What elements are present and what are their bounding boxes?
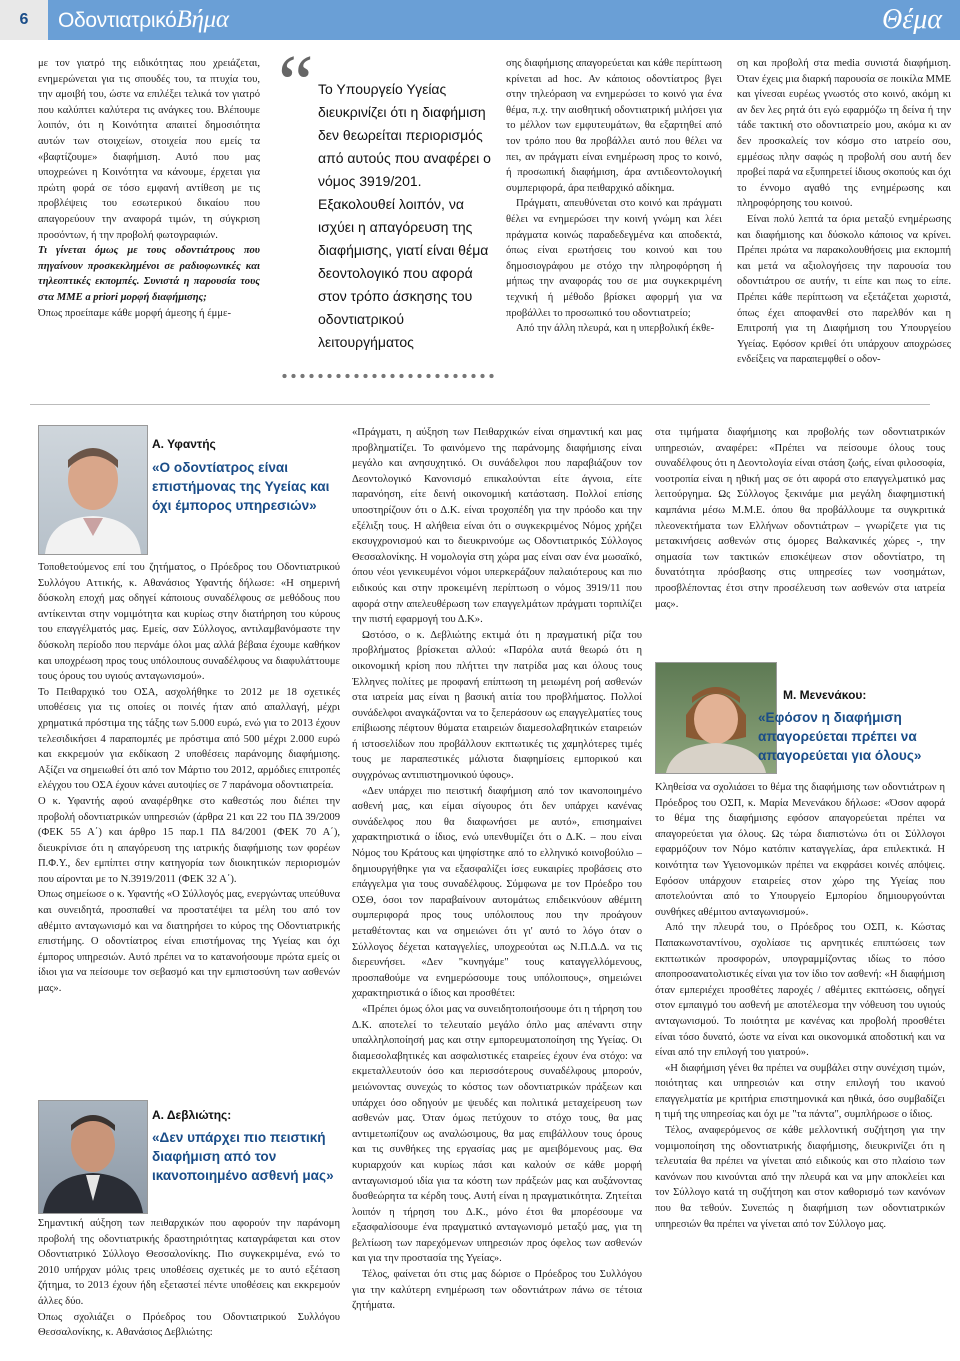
- quote-mark-icon: “: [278, 40, 314, 128]
- paragraph: Πράγματι, απευθύνεται στο κοινό και πράγματι θέλει να ενημερώσει την κοινή γνώμη και λέει πράγματα κοινώς παραδεδεγμένα και αποδεκτά, όπως είναι ερωτήσεις του κοινού και του δημοσιογράφου με στόχο την πληροφόρηση ή μήπως την αναφοράς του σε μια συγκεκριμένη τεχνική ή μέθοδο βρίσκει αφορμή για να προβάλλει το προσωπικό του οδοντιατρείο;: [506, 198, 722, 319]
- masthead: [58, 6, 229, 34]
- paragraph: Τοποθετούμενος επί του ζητήματος, ο Πρόεδρος του Οδοντιατρικού Συλλόγου Αττικής, κ. Αθανάσιος Υφαντής δήλωσε: «Η σημερινή δύσκολη εποχή μας οδηγεί κάποιους συναδέλφους σε μεθόδους που αντίκεινται στην νομιμότητα και κυρίως στην διατήρηση του κύρους του επαγγέλματός μας. Εμείς, σαν Σύλλογος, αντιλαμβανόμαστε την δύσκολη περίοδο που περνάμε όλοι μας αλλά βέβαια έχουμε καθήκον και υποχρέωση προς τους υπόλοιπους συναδέλφους να διαφυλάττουμε τους όρους του υγιούς ανταγωνισμού».: [38, 562, 340, 683]
- bottom-column-3-end: [655, 780, 945, 1348]
- paragraph: Τέλος, φαίνεται ότι στις μας δώρισε ο Πρόεδρος του Συλλόγου για την καλύτερη ενημέρωση των οδοντιάτρων πάνω σε τέτοια ζητήματα.: [352, 1269, 642, 1312]
- devliotis-name: Α. Δεβλιώτης:: [152, 1108, 232, 1122]
- bottom-column-1-end: [38, 1216, 340, 1346]
- devliotis-pull-quote: «Δεν υπάρχει πιο πειστική διαφήμιση από τον ικανοποιημένο ασθενή μας»: [152, 1130, 334, 1183]
- section-divider: [30, 404, 930, 405]
- yfantis-photo: [38, 425, 148, 555]
- pull-quote-text: Το Υπουργείο Υγείας διευκρινίζει ότι η διαφήμιση δεν θεωρείται περιορισμός από αυτούς που αναφέρει ο νόμος 3919/201. Εξακολουθεί λοιπόν, να ισχύει η απαγόρευση της διαφήμισης, γιατί είναι θέμα δεοντολογικό που αφορά στον τρόπο άσκησης του οδοντιατρικού λειτουργήματος: [318, 81, 491, 350]
- paragraph: ση και προβολή στα media συνιστά διαφήμιση. Όταν έχεις μια διαρκή παρουσία σε ποικίλα ΜΜΕ και γίνεσαι ευρέως γνωστός στο κοινό, ακόμη κι αν δεν λες ρητά ότι εγώ εφαρμόζω τη δείνα ή την τάδε τακτική στο οδοντιατρείο μου, ακόμα κι αν δεν προσκαλείς τον κόσμο στο ιατρείο σου, εμμέσως πλην σαφώς η προβολή σου αυτή δεν προβεί παρά να εξυπηρετεί ίδιους σκοπούς και όχι το έννομο αγαθό της ενημέρωσης και πληροφόρησης του κοινού.: [737, 58, 951, 210]
- top-column-1: [38, 56, 260, 392]
- menevakou-pull-quote: «Εφόσον η διαφήμιση απαγορεύεται πρέπει να απαγορεύεται για όλους»: [758, 710, 922, 763]
- yfantis-pull-quote: «Ο οδοντίατρος είναι επιστήμονας της Υγείας και όχι έμπορος υπηρεσιών»: [152, 460, 330, 513]
- bottom-column-1: [38, 560, 340, 1094]
- pull-quote: [278, 40, 496, 386]
- paragraph: Όπως σημείωσε ο κ. Υφαντής «Ο Σύλλογός μας, ενεργώντας υπεύθυνα και συνειδητά, προσπαθεί να προστατέψει τα μέλη του από τον αθέμιτο ανταγωνισμό και να διατηρήσει το κύρος της Οδοντιατρικής επιστήμης. Ο οδοντίατρος είναι επιστήμονας της Υγείας και όχι έμπορος υπηρεσιών. Αυτό πρέπει να το κατανοήσουμε πρώτα εμείς οι ίδιοι για να πείσουμε τον σεβασμό και την εμπιστοσύνη των ασθενών μας».: [38, 889, 340, 995]
- paragraph: «Πρέπει όμως όλοι μας να συνειδητοποιήσουμε ότι η τήρηση του Δ.Κ. αποτελεί το τελευταίο μεγάλο όπλο μας απέναντι στην υπαλληλοποίησή μας και στην εμπορευματοποίηση της Υγείας. Οι διαμεσολαβητικές και ασφαλιστικές εταιρείες έχουν ένα στόχο: να εκμεταλλευτούν όσο και περισσότερους συναδέλφους μπορούν, μειώνοντας συνεχώς το κόστος των οδοντιατρικών πράξεων και υπάρχει όσο οδηγούν με ψευδές και πολιτικά μεταχείρευση των ασθενών μας. Όταν όμως πετύχουν το στόχο τους, θα μας αντιμετωπίζουν ως αναλώσιμους, θα μας επιβάλλουν τους όρους και τις συνθήκες της εργασίας μας με αμειβόμενους μας. Θα κυριαρχούν και κυρίως πάσι και καλούν σε κάθε μορφή ανταγωνισμού ιδία για τα κόστη των πράξεών μας και αυξάνοντας δυσθεώρητα τα κέρδη τους. Αυτή είναι η πραγματικότητα. Ζητείται λοιπόν η τήρηση του Δ.Κ., μόνο έτσι θα μπορέσουμε να εξασφαλίσουμε ένα πραγματικό ανταγωνισμό μεταξύ μας, για τη βελτίωση των παρεχόμενων υπηρεσιών προς όφελος των ασθενών και για την προστασία της Υγείας».: [352, 1003, 642, 1265]
- paragraph: με τον γιατρό της ειδικότητας που χρειάζεται, ενημερώνεται για τις σπουδές του, τα πτυχία του, την αμοιβή του, ώστε να επιλέξει τελικά τον γιατρό που καλύπτει καλύτερα τις ανάγκες του. Βλέπουμε λοιπόν, ότι η Κοινότητα απαιτεί δημοσιότητα αυτών των στοιχείων, στοιχεία που εμείς τα «βαφτίζουμε» διαφήμιση. Αυτό που μας υποχρεώνει η Κοινότητα να κάνουμε, έρχεται για πρώτη φορά σε τόσο εμφανή αντίθεση με τις προβλέψεις του εσωτερικού δικαίου που απαγορεύουν την αναφορά τιμών, τη σύγκριση προσόντων, ή την προβολή φωτογραφιών.: [38, 58, 260, 241]
- bottom-column-2: [352, 425, 642, 1347]
- yfantis-name: Α. Υφαντής: [152, 437, 216, 451]
- paragraph: σης διαφήμισης απαγορεύεται και κάθε περίπτωση κρίνεται ad hoc. Αν κάποιος οδοντίατρος βγει στην τηλεόραση να ενημερώσει το κοινό για ένα θέμα, π.χ. την αισθητική οδοντιατρική μιλήσει για το μέλλον των εμφυτευμάτων, θα εξαρτηθεί από τον τρόπο που θα προβάλλει αυτό που θέλει να πει, αν πράγματι είναι ενημέρωση προς το κοινό, ή προσωπική διαφήμιση, άρα αντιδεοντολογική συμπεριφορά, άρα πειθαρχικό αδίκημα.: [506, 58, 722, 194]
- top-column-3: [506, 56, 722, 392]
- devliotis-photo: [38, 1100, 148, 1214]
- paragraph: Από την άλλη πλευρά, και η υπερβολική έκθε-: [516, 323, 715, 335]
- header-bar: [0, 0, 960, 40]
- paragraph: Από την πλευρά του, ο Πρόεδρος του ΟΣΠ, κ. Κώστας Παπακωνσταντίνου, σχολίασε τις αρνητικές επιπτώσεις των εκπτωτικών προσφορών, υπογραμμίζοντας ιδίως το πόσο αποπροσανατολιστικές είναι για τον ίδιο τον ασθενή: «Η διαφήμιση όταν εμπεριέχει προσθέτες παροχές / αθέμιτες εκπτώσεις, οδηγεί στον εμπαιγμό του ασθενή με αποτέλεσμα την νόθευση του υγιούς ανταγωνισμού. Το ποιότητα με κανένας και προβολή προσθέτει είναι τόσο δυνατό, ώστε να είναι και οικονομικά αποδοτική και να είναι από την επιλογή του γιατρού».: [655, 922, 945, 1059]
- paragraph: στα τιμήματα διαφήμισης και προβολής των οδοντιατρικών υπηρεσιών, αναφέρει: «Πρέπει να πείσουμε όλους τους συναδέλφους ότι η Δεοντολογία είναι στάση ζωής, είναι φιλοσοφία, νοοτροπία είναι η ηθική μας σε ότι αφορά στο επαγγελματικό μας λειτούργημα. Ως Σύλλογος ξεκινάμε μια μεγάλη διαφημιστική καμπάνια μέσω Μ.Μ.Ε. όπου θα προβάλλουμε τα συγκριτικά πλεονεκτήματα των Ελλήνων οδοντιάτρων – γνωρίζετε για τις μετακινήσεις ασθενών στις όμορες Βαλκανικές χώρες -, την σημασία των τακτικών επισκέψεων στον οδοντίατρο, τη δυνατότητα πρόσβασης στις υπηρεσίες των νοσημάτων, προσβλέποντας έτσι στην προσέλευση των ασθενών στα ιατρεία μας».: [655, 427, 945, 610]
- paragraph: Ο κ. Υφαντής αφού αναφέρθηκε στο καθεστώς που διέπει την προβολή οδοντιατρικών υπηρεσιών (άρθρα 21 και 22 του ΠΔ 39/2009 (ΦΕΚ 55 Α΄) και άρθρο 15 παρ.1 ΠΔ 84/2001 (ΦΕΚ 70 Α΄), διευκρίνισε ότι η απαγόρευση της ιατρικής διαφήμισης των φορέων Π.Φ.Υ., δεν εμπίπτει στην κατηγορία των διοικητικών περιορισμών που αίρονται με το Ν.3919/2011 (ΦΕΚ 32 Α΄).: [38, 795, 340, 885]
- paragraph: «Πράγματι, η αύξηση των Πειθαρχικών είναι σημαντική και μας προβληματίζει. Το φαινόμενο της παράνομης διαφήμισης είναι μεγάλο και ανησυχητικό. Οι συνάδελφοι που παραβιάζουν τον Δεοντολογικό Κανονισμό επικαλούνται είτε άγνοια, είτε παρανόηση, είτε δεινή οικονομική κατάσταση. Πολλοί επίσης υποστηρίζουν ότι ο Δ.Κ. είναι τροχοπέδη για την πρόοδο και την εξέλιξη τους. Η αλήθεια είναι ότι ο συγκεκριμένος Νόμος χρήζει εκσυγχρονισμού και το διευκρινούμε ως Οδοντιατρικός Σύλλογος Θεσσαλονίκης. Η νομολογία στη χώρα μας είναι σαν ένα μωσαϊκό, όπου νέοι γενικευμένοι νόμοι υπερκεράζουν παλαιότερους και πιο ειδικούς και στην προκειμένη περίπτωση ο νόμος 3919/11 που αφορά στην απελευθέρωση των επαγγελμάτων πράγματι τορπιλίζει την πιστή εφαρμογή του Δ.Κ».: [352, 427, 642, 626]
- page-number: 6: [0, 0, 48, 40]
- paragraph: Το Πειθαρχικό του ΟΣΑ, ασχολήθηκε το 2012 με 18 σχετικές υποθέσεις για τις οποίες οι ποινές ήταν από απαλλαγή, μέχρι χρηματικά πρόστιμα της τάξης των 5.000 ευρώ, ενώ για το 2013 έχουν τελεσιδικήσει 4 παραπομπές με πρόστιμα από 500 μέχρι 2.000 ευρώ και εκκρεμούν για εκδίκαση 2 υποθέσεις παράνομης διαφήμισης. Αξίζει να σημειωθεί ότι από τον Μάρτιο του 2012, αρμόδιες επιτροπές ελέγχου του ΟΣΑ έχουν κάνει αυτοψίες σε 7 παράνομα οδοντιατρεία.: [38, 686, 340, 792]
- dotted-divider: [280, 372, 494, 380]
- paragraph: Όπως προείπαμε κάθε μορφή άμεσης ή έμμε-: [38, 307, 231, 319]
- paragraph: Είναι πολύ λεπτά τα όρια μεταξύ ενημέρωσης και διαφήμισης και δύσκολο κάποιος να κρίνει. Πρέπει πρώτα να παρακολουθήσεις μια εκπομπή και μετά να αξιολογήσεις την παρουσία του οδοντιάτρου σε αυτήν, τι είπε και πως το είπε. Πρέπει κάθε περίπτωση να εξετάζεται χωριστά, όπως έχει αποφανθεί στο παρελθόν και η Επιτροπή για τη Διαφήμιση του Υπουργείου Υγείας. Εφόσον κριθεί ότι υπάρχουν αποχρώσες ενδείξεις να παραπεμφθεί ο οδον-: [737, 213, 951, 366]
- masthead-part-b: Βήμα: [176, 6, 229, 33]
- interview-question: Τι γίνεται όμως με τους οδοντιάτρους που πηγαίνουν προσκεκλημένοι σε ραδιοφωνικές και τηλεοπτικές εκπομπές. Συνιστά η παρουσία τους στα ΜΜΕ a priori μορφή διαφήμισης;: [38, 245, 260, 303]
- portrait-icon: [39, 426, 147, 554]
- paragraph: «Δεν υπάρχει πιο πειστική διαφήμιση από τον ικανοποιημένο ασθενή μας, και είμαι σίγουρος ότι δεν υπάρχει κανένας συνάδελφος που θα διαφωνήσει με αυτό», επισημαίνει χαρακτηριστικά ο ίδιος, ενώ υπενθυμίζει ότι ο Δ.Κ. – που είναι Νόμος του Κράτους και ψηφίστηκε από το ελληνικό κοινοβούλιο – δημιουργήθηκε για να εξασφαλίζει ίσες ευκαιρίες προβάσεις στο επάγγελμα για τους συναδέλφους. Σύμφωνα με τον Πρόεδρο του ΟΣΘ, όσοι τον παραβαίνουν αυτομάτως επιδεικνύουν αθέμιτη συμπεριφορά προς τους υπόλοιπους που την προάγουν μεταθέτοντας και να σημειώνει ότι γι' αυτό το λόγο όταν ο Σύλλογος δέχεται καταγγελίες, υποχρεούται ως Ν.Π.Δ.Δ. να τις διερευνήσει. «Δεν "κυνηγάμε" τους καταγγελλόμενους, προσπαθούμε να ενημερώσουμε τους υπόλοιπους», σημειώνει χαρακτηριστικά ο ίδιος και προσθέτει:: [352, 785, 642, 1000]
- paragraph: «Η διαφήμιση γένει θα πρέπει να συμβάλει στην συνέχιση τιμών, ποιότητας και υπηρεσιών και στην επιλογή του ικανού επαγγελματία με κριτήρια επιστημονικά και ηθικά, όσο συμβαδίζει η τιμή της υπηρεσίας και όχι με "τα πάντα", συμπλήρωσε ο ίδιος.: [655, 1062, 945, 1121]
- paragraph: Τέλος, αναφερόμενος σε κάθε μελλοντική συζήτηση για την νομιμοποίηση της οδοντιατρικής διαφήμισης, διευκρινίζει ότι η τελευταία θα πρέπει να γίνεται από ειδικούς και στο πλαίσιο των κανόνων που κινούνται από την πλευρά και να μην αποκλείει και τον Σύλλογο κατά τη συζήτηση και στον καθορισμό των κανόνων που θα τεθούν. Συνεπώς η διαφήμιση των οδοντιατρικών υπηρεσιών θα πρέπει να γίνεται από τον Σύλλογο μας.: [655, 1125, 945, 1230]
- paragraph: Όπως σχολιάζει ο Πρόεδρος του Οδοντιατρικού Συλλόγου Θεσσαλονίκης, κ. Αθανάσιος Δεβλιώτης:: [38, 1311, 340, 1339]
- paragraph: Κληθείσα να σχολιάσει το θέμα της διαφήμισης των οδοντιάτρων η Πρόεδρος του ΟΣΠ, κ. Μαρία Μενενάκου δήλωσε: «Όσον αφορά το θέμα της διαφήμισης εφόσον απαγορεύεται πρέπει να απαγορεύεται για όλους. Ως τώρα διαπιστώνω ότι οι Σύλλογοι εφαρμόζουν τον Νόμο κατόπιν καταγγελίας, άρα επιλεκτικά. Η κοινότητα των Υγειονομικών πρέπει να εκφράσει κοινές απόψεις. Εφόσον υπάρχουν εταιρείες στον χώρο της Υγείας που αποτελούνται από το Υπουργείο Εμπορίου δημιουργούνται συνθήκες αθέμιτου ανταγωνισμού».: [655, 782, 945, 918]
- portrait-icon: [39, 1101, 147, 1213]
- section-title: Θέμα: [881, 4, 942, 35]
- masthead-part-a: Οδοντιατρικό: [58, 9, 177, 32]
- bottom-column-3: [655, 425, 945, 655]
- menevakou-name: Μ. Μενενάκου:: [783, 688, 867, 702]
- paragraph: Ωστόσο, ο κ. Δεβλιώτης εκτιμά ότι η πραγματική ρίζα του προβλήματος βρίσκεται αλλού: «Παρόλα αυτά θεωρώ ότι η οικονομική κρίση που πλήττει την πατρίδα μας και όλους τους Έλληνες πολίτες με προφανή επίπτωση τη μειωμένη ροή ασθενών στα ιατρεία μας είναι η βασική αιτία του προβλήματος. Πολλοί συνάδελφοι αναγκάζονται να το ξεπεράσουν ως επαγγελματίες τους επίβιωσης πέφτουν θύματα εταιρειών διαμεσολαβητικών εταιρειών ή ιστοσελίδων που προβάλλουν εκπτωτικές τις χαμηλότερες τιμές τους με παραπεστικές μάλιστα διαφημίσεις εμπορικού και συγχρόνως αντιπιστημονικού ύφους».: [352, 629, 642, 782]
- paragraph: Σημαντική αύξηση των πειθαρχικών που αφορούν την παράνομη προβολή της οδοντιατρικής δραστηριότητας καταγράφεται και στον Οδοντιατρικό Σύλλογο Θεσσαλονίκης. Πιο συγκεκριμένα, ενώ το 2010 υπήρχαν μόλις τρεις υποθέσεις σχετικές με το αυτό εξέταση ζήτημα, το 2013 έχουν ήδη εξεταστεί πέντε υποθέσεις και εκκρεμούν άλλες δύο.: [38, 1218, 340, 1307]
- top-column-4: [737, 56, 951, 392]
